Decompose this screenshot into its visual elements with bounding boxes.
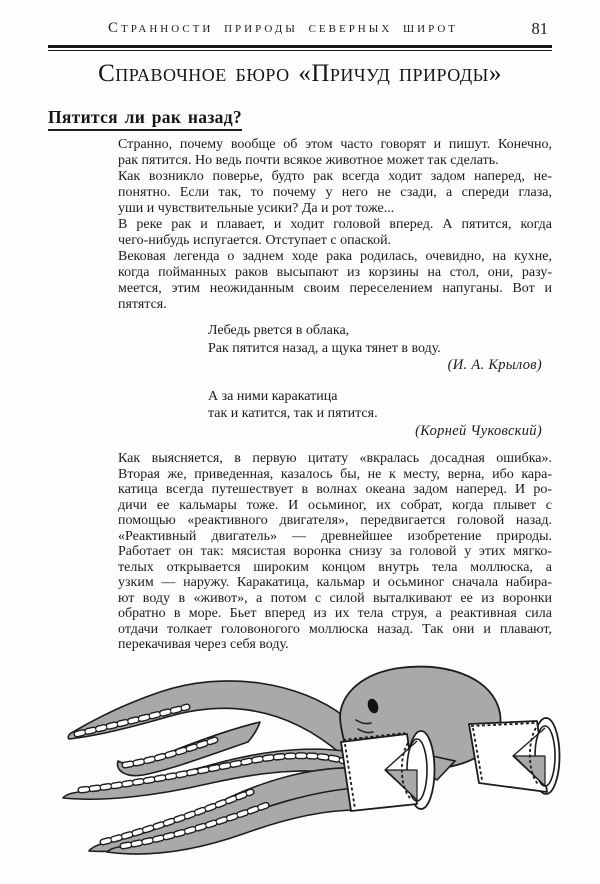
- text-line: Вторая же, приведенная, казалось бы, не к месту, верна, ибо кара-: [118, 466, 552, 482]
- text-line: Как выясняется, в первую цитату «вкралась досадная ошибка».: [118, 451, 552, 466]
- text-line: В реке рак и плавает, и ходит головой вперед. А пятится, когда: [118, 217, 552, 232]
- quote-attribution: (И. А. Крылов): [447, 357, 542, 373]
- quote-attribution: (Корней Чуковский): [415, 422, 542, 439]
- text-line: дичи ее кальмары тоже. И осьминог, их собрат, когда плывет с: [118, 497, 552, 513]
- text-line: так и катится, так и пятится.: [208, 406, 378, 421]
- header-double-rule: [48, 45, 552, 51]
- jet-engine-left: [341, 731, 435, 811]
- text-line: «Реактивный двигатель» — древнейшее изобретение природы.: [118, 528, 552, 544]
- jet-engine-right: [469, 718, 560, 794]
- text-line: ют воду в «живот», а потом с силой выталкивают ее из воронки: [118, 590, 552, 606]
- text-line: Работает он так: мясистая воронка снизу за головой у этих мягко-: [118, 544, 552, 559]
- text-line: уши и чувствительные усики? Да и рот тоже...: [118, 201, 395, 216]
- section-title: Справочное бюро «Причуд природы»: [98, 60, 502, 87]
- text-line: Вековая легенда о заднем ходе рака родилась, очевидно, на кухне,: [118, 249, 552, 264]
- article-title: Пятится ли рак назад?: [48, 107, 242, 131]
- text-line: помощью «реактивного двигателя», передвигается головой назад.: [118, 513, 552, 528]
- quote-lines: [208, 388, 544, 423]
- text-line: отдачи толкает головоногого моллюска назад. Так они и плавают,: [118, 621, 552, 637]
- quote-lines: [208, 322, 544, 357]
- body-text-block-1: [118, 137, 552, 313]
- text-line: понятно. Если так, то почему у него не сзади, а спереди глаза,: [118, 185, 552, 200]
- text-line: Странно, почему вообще об этом часто говорят и пишут. Конечно,: [118, 137, 552, 152]
- verse-quote-chukovsky: [208, 388, 544, 441]
- running-header: Странности природы северных широт: [107, 20, 458, 36]
- octopus-with-jet-engines-illustration: [55, 662, 570, 880]
- text-line: Рак пятится назад, а щука тянет в воду.: [208, 340, 441, 356]
- text-line: пятятся.: [118, 297, 167, 312]
- page-number: 81: [531, 19, 548, 38]
- text-line: катица всегда путешествует в волнах океана задом наперед. И ро-: [118, 482, 552, 497]
- text-line: телых открывается широким концом внутрь тела моллюска, а: [118, 559, 552, 575]
- text-line: узким — наружу. Каракатица, кальмар и осьминог сначала набира-: [118, 575, 552, 590]
- text-line: рак пятится. Но ведь почти всякое животное может так сделать.: [118, 153, 499, 168]
- text-line: меется, этим неожиданным своим переселением напуганы. Вот и: [118, 281, 552, 296]
- verse-quotes: [208, 322, 544, 440]
- text-line: чего-нибудь испугается. Отступает с опаской.: [118, 233, 392, 248]
- text-line: Как возникло поверье, будто рак всегда ходит задом наперед, не-: [118, 169, 552, 184]
- text-line: Лебедь рвется в облака,: [208, 323, 350, 338]
- verse-quote-krylov: [208, 322, 544, 375]
- text-line: А за ними каракатица: [208, 388, 338, 404]
- text-line: перекачивая через себя воду.: [118, 637, 289, 652]
- text-line: обратно в море. Бьет вперед из их тела струя, а реактивная сила: [118, 606, 552, 621]
- body-text-block-2: [118, 451, 552, 653]
- text-line: когда пойманных раков высыпают из корзины на стол, они, разу-: [118, 265, 552, 280]
